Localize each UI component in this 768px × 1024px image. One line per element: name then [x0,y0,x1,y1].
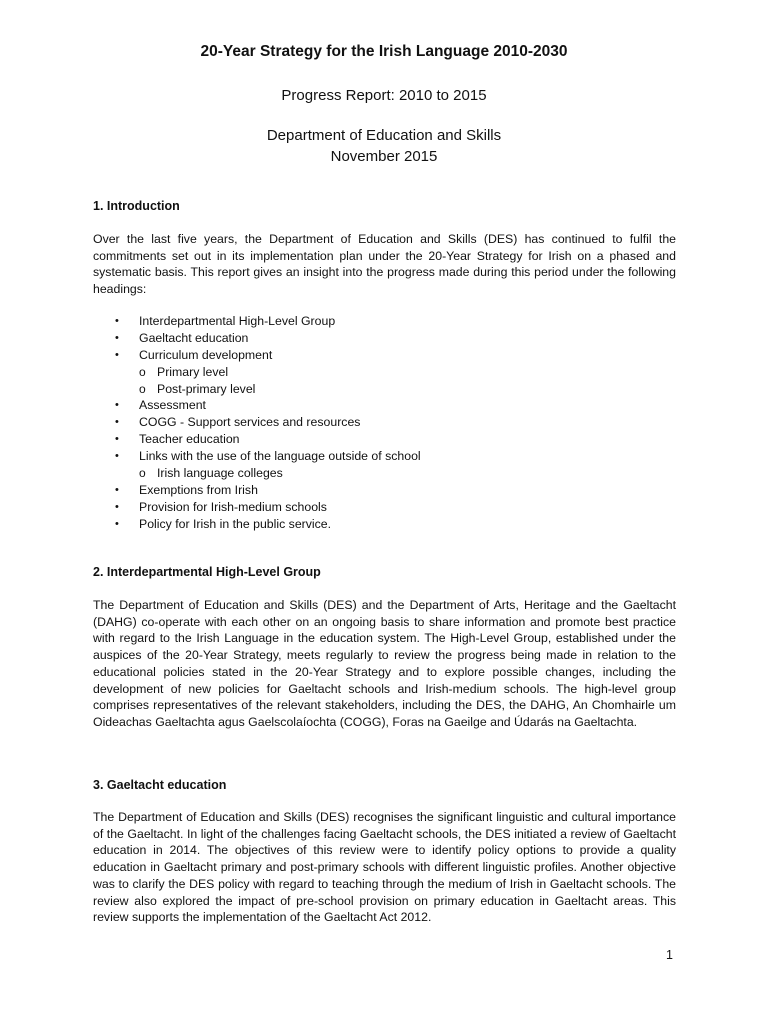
list-item-text: Teacher education [139,432,240,447]
list-item-text: Post-primary level [157,381,256,396]
bullet-icon: • [115,331,119,344]
bullet-icon: • [115,399,119,412]
list-item [93,448,676,465]
list-item [93,330,676,347]
sub-list-item [93,465,676,482]
list-item-text: Curriculum development [139,347,273,362]
list-item-text: Gaeltacht education [139,330,249,345]
list-item [93,414,676,431]
list-item-text: Primary level [157,364,229,379]
bullet-icon: • [115,348,119,361]
section-heading-high-level-group: 2. Interdepartmental High-Level Group [93,565,321,579]
list-item-text: Assessment [139,398,206,413]
list-item-text: Provision for Irish-medium schools [139,499,327,514]
bullet-icon: • [115,517,119,530]
bullet-icon: • [115,483,119,496]
list-item [93,482,676,499]
document-subtitle: Progress Report: 2010 to 2015 [281,87,487,104]
list-item-text: Policy for Irish in the public service. [139,516,332,531]
list-item [93,431,676,448]
section-heading-gaeltacht-education: 3. Gaeltacht education [93,778,227,792]
department-name: Department of Education and Skills [266,127,502,144]
high-level-group-paragraph: The Department of Education and Skills (DES) and the Department of Arts, Heritage and the Gaeltacht (DAHG) co-operate with each other on an ongoing basis to share information and promote best practice with regard to the Irish Language in the education system. The High-Level Group, established under the auspices of the 20-Year Strategy, meets regularly to review the progress being made in relation to the educational policies stated in the 20-Year Strategy and to explore possible changes, including the development of new policies for Gaeltacht schools and Irish-medium schools. The high-level group comprises representatives of the relevant stakeholders, including the DES, the DAHG, An Chomhairle um Oideachas Gaeltachta agus Gaelscolaíochta (COGG), Foras na Gaeilge and Údarás na Gaeltachta. [93,598,676,729]
list-item [93,397,676,414]
sub-list-item [93,364,676,381]
bullet-icon: • [115,433,119,446]
list-item [93,499,676,516]
gaeltacht-education-paragraph: The Department of Education and Skills (DES) recognises the significant linguistic and cultural importance of the Gaeltacht. In light of the challenges facing Gaeltacht schools, the DES initiated a review of Gaeltacht education in 2014. The objectives of this review were to identify policy options to provide a quality education in Gaeltacht primary and post-primary schools with different linguistic profiles. Another objective was to clarify the DES policy with regard to teaching through the medium of Irish in Gaeltacht schools. The review also explored the impact of pre-school provision on primary education in Gaeltacht areas. This review supports the implementation of the Gaeltacht Act 2012. [93,810,676,925]
list-item-text: Exemptions from Irish [139,482,258,497]
bullet-icon: • [115,416,119,429]
introduction-paragraph: Over the last five years, the Department of Education and Skills (DES) has continued to fulfil the commitments set out in its implementation plan under the 20-Year Strategy for Irish on a phased and systematic basis. This report gives an insight into the progress made during this period under the following headings: [93,232,676,297]
circle-bullet-icon: o [139,364,146,379]
circle-bullet-icon: o [139,466,146,481]
list-item [93,313,676,330]
list-item-text: Interdepartmental High-Level Group [139,314,336,328]
list-item [93,347,676,364]
bullet-icon: • [115,450,119,463]
sub-list-item [93,381,676,398]
section-heading-introduction: 1. Introduction [93,199,180,213]
list-item-text: Irish language colleges [157,466,283,481]
report-date: November 2015 [330,148,438,165]
bullet-icon: • [115,500,119,513]
list-item [93,516,676,533]
bullet-icon: • [115,315,119,327]
page-number: 1 [666,948,673,962]
list-item-text: Links with the use of the language outside of school [139,449,421,464]
circle-bullet-icon: o [139,381,146,396]
headings-list [93,313,676,533]
document-title: 20-Year Strategy for the Irish Language 2010-2030 [200,43,568,60]
list-item-text: COGG - Support services and resources [139,415,361,430]
